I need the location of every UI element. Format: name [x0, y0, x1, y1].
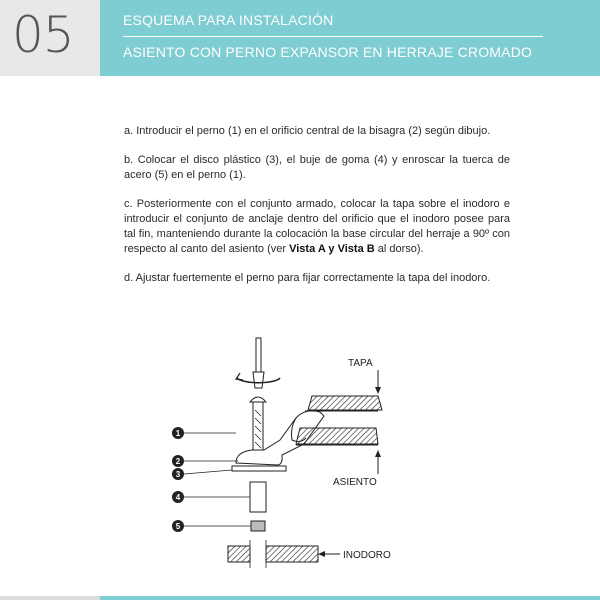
bushing-part-4	[250, 482, 266, 512]
screwdriver	[236, 338, 280, 388]
disc-part-3	[232, 466, 286, 471]
callout-5-number: 5	[175, 522, 181, 531]
callout-1	[172, 427, 236, 439]
page-title: ESQUEMA PARA INSTALACIÓN	[123, 12, 334, 28]
callout-3	[172, 468, 232, 480]
footer-bar-grey	[0, 596, 100, 600]
nut-part-5	[251, 521, 265, 531]
instruction-c-end: al dorso).	[374, 243, 424, 255]
callout-3-number: 3	[175, 470, 181, 479]
callout-2	[172, 455, 238, 467]
label-tapa: TAPA	[348, 358, 373, 369]
callout-5	[172, 520, 251, 532]
lid-tapa	[305, 396, 382, 411]
instruction-d: d. Ajustar fuertemente el perno para fijar correctamente la tapa del inodoro.	[124, 272, 491, 284]
instruction-b: b. Colocar el disco plástico (3), el buje de goma (4) y enroscar la tuerca de acero (5) en el perno (1).	[124, 154, 510, 181]
callout-2-number: 2	[175, 457, 181, 466]
instruction-c-bold: Vista A y Vista B	[289, 243, 375, 255]
toilet-inodoro	[228, 540, 318, 568]
callout-4-number: 4	[175, 493, 181, 502]
instruction-c-text: c. Posteriormente con el conjunto armado, colocar la tapa sobre el inodoro e introducir el conjunto de anclaje dentro del orificio que el inodoro posee para tal fin, manteniendo durante la colocación la base circular del herraje a 90º con respecto al canto del asiento (ver	[124, 198, 510, 255]
seat-asiento	[296, 428, 378, 445]
footer-bar-teal	[100, 596, 600, 600]
instruction-a: a. Introducir el perno (1) en el orificio central de la bisagra (2) según dibujo.	[124, 125, 491, 137]
callout-4	[172, 491, 250, 503]
section-number: 05	[12, 6, 74, 64]
callout-1-number: 1	[175, 429, 181, 438]
page-subtitle: ASIENTO CON PERNO EXPANSOR EN HERRAJE CROMADO	[123, 44, 533, 60]
footer-bar	[0, 592, 600, 600]
label-inodoro: INODORO	[343, 550, 391, 561]
label-asiento: ASIENTO	[333, 477, 377, 488]
